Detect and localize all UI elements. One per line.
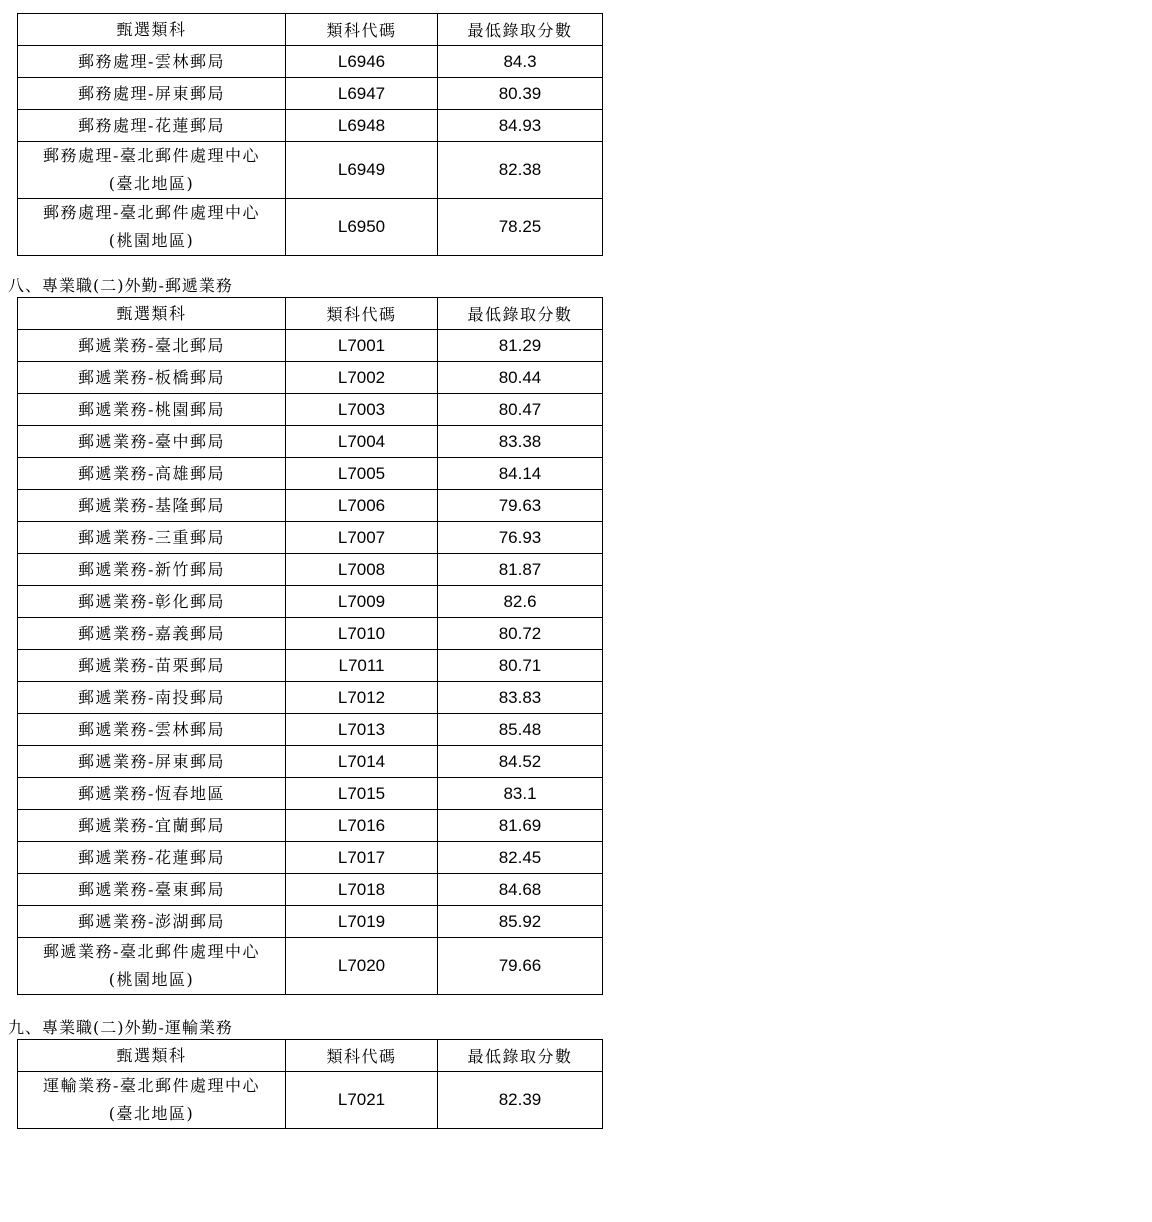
code-cell: L7020 [286, 938, 438, 995]
min-score-cell: 84.3 [438, 46, 603, 78]
table-row [18, 554, 603, 586]
category-name-line: 郵遞業務-臺東郵局 [78, 879, 225, 899]
min-score-cell: 81.69 [438, 810, 603, 842]
table-row [18, 110, 603, 142]
code-cell: L7005 [286, 458, 438, 490]
header-code: 類科代碼 [286, 14, 438, 46]
min-score-cell: 83.1 [438, 778, 603, 810]
code-cell: L7006 [286, 490, 438, 522]
min-score-cell: 82.39 [438, 1072, 603, 1129]
category-cell [18, 938, 286, 995]
table-row [18, 650, 603, 682]
section-b-heading: 八、專業職(二)外勤-郵遞業務 [8, 276, 233, 295]
min-score-cell: 84.68 [438, 874, 603, 906]
header-min-score: 最低錄取分數 [438, 1040, 603, 1072]
code-cell: L7010 [286, 618, 438, 650]
min-score-cell: 80.72 [438, 618, 603, 650]
code-cell: L6950 [286, 199, 438, 256]
table-row [18, 199, 603, 256]
min-score-cell: 78.25 [438, 199, 603, 256]
code-cell: L6949 [286, 142, 438, 199]
category-name-line: 郵遞業務-三重郵局 [78, 527, 225, 547]
min-score-cell: 84.14 [438, 458, 603, 490]
category-name-line: 郵遞業務-臺北郵局 [78, 335, 225, 355]
table-row [18, 142, 603, 199]
category-name-line: 郵遞業務-彰化郵局 [78, 591, 225, 611]
category-name-line: 郵遞業務-苗栗郵局 [78, 655, 225, 675]
code-cell: L7012 [286, 682, 438, 714]
code-cell: L7002 [286, 362, 438, 394]
table-header-row [18, 298, 603, 330]
section-c-block [0, 1018, 603, 1129]
table-row [18, 938, 603, 995]
min-score-cell: 84.52 [438, 746, 603, 778]
min-score-cell: 82.45 [438, 842, 603, 874]
category-name-line: (臺北地區) [108, 1104, 195, 1123]
table-row [18, 394, 603, 426]
category-cell [18, 842, 286, 874]
category-name-line: 郵遞業務-臺北郵件處理中心 [43, 942, 260, 961]
table-row [18, 618, 603, 650]
category-cell [18, 330, 286, 362]
code-cell: L7021 [286, 1072, 438, 1129]
table-row [18, 426, 603, 458]
category-cell [18, 746, 286, 778]
category-name-line: 郵務處理-雲林郵局 [78, 51, 225, 71]
category-name-line: 運輸業務-臺北郵件處理中心 [43, 1076, 260, 1095]
category-name-line: 郵遞業務-宜蘭郵局 [78, 815, 225, 835]
table-row [18, 46, 603, 78]
table-header-row [18, 1040, 603, 1072]
table-row [18, 842, 603, 874]
code-cell: L7011 [286, 650, 438, 682]
min-score-cell: 83.83 [438, 682, 603, 714]
min-score-cell: 80.47 [438, 394, 603, 426]
header-category: 甄選類科 [18, 298, 286, 330]
code-cell: L7017 [286, 842, 438, 874]
category-cell [18, 554, 286, 586]
category-name-line: (臺北地區) [108, 174, 195, 193]
category-cell [18, 46, 286, 78]
min-score-cell: 80.39 [438, 78, 603, 110]
category-name-line: 郵務處理-屏東郵局 [78, 83, 225, 103]
category-name-line: 郵遞業務-基隆郵局 [78, 495, 225, 515]
header-category: 甄選類科 [18, 1040, 286, 1072]
code-cell: L7008 [286, 554, 438, 586]
table-row [18, 78, 603, 110]
min-score-cell: 84.93 [438, 110, 603, 142]
table-row [18, 810, 603, 842]
table-row [18, 458, 603, 490]
table-row [18, 874, 603, 906]
category-cell [18, 199, 286, 256]
header-category: 甄選類科 [18, 14, 286, 46]
category-name-line: 郵遞業務-南投郵局 [78, 687, 225, 707]
table-b [17, 297, 603, 995]
category-name-line: 郵遞業務-板橋郵局 [78, 367, 225, 387]
section-b-block [0, 276, 603, 995]
table-row [18, 522, 603, 554]
category-name-line: 郵務處理-花蓮郵局 [78, 115, 225, 135]
category-cell [18, 394, 286, 426]
category-name-line: (桃園地區) [108, 970, 195, 989]
category-name-line: 郵遞業務-臺中郵局 [78, 431, 225, 451]
category-cell [18, 906, 286, 938]
section-c-heading: 九、專業職(二)外勤-運輸業務 [8, 1018, 233, 1037]
table-row [18, 586, 603, 618]
category-cell [18, 78, 286, 110]
table-row [18, 746, 603, 778]
category-cell [18, 142, 286, 199]
table-row [18, 490, 603, 522]
code-cell: L7004 [286, 426, 438, 458]
code-cell: L7009 [286, 586, 438, 618]
table-row [18, 682, 603, 714]
category-cell [18, 458, 286, 490]
code-cell: L7019 [286, 906, 438, 938]
category-cell [18, 682, 286, 714]
category-name-line: 郵務處理-臺北郵件處理中心 [43, 146, 260, 165]
code-cell: L6947 [286, 78, 438, 110]
min-score-cell: 82.6 [438, 586, 603, 618]
table-header-row [18, 14, 603, 46]
code-cell: L7003 [286, 394, 438, 426]
min-score-cell: 80.71 [438, 650, 603, 682]
category-cell [18, 1072, 286, 1129]
table-row [18, 906, 603, 938]
category-cell [18, 618, 286, 650]
table-row [18, 778, 603, 810]
category-name-line: 郵遞業務-屏東郵局 [78, 751, 225, 771]
header-min-score: 最低錄取分數 [438, 14, 603, 46]
code-cell: L7015 [286, 778, 438, 810]
min-score-cell: 85.92 [438, 906, 603, 938]
header-code: 類科代碼 [286, 298, 438, 330]
min-score-cell: 85.48 [438, 714, 603, 746]
min-score-cell: 81.87 [438, 554, 603, 586]
category-name-line: 郵遞業務-新竹郵局 [78, 559, 225, 579]
header-code: 類科代碼 [286, 1040, 438, 1072]
min-score-cell: 79.63 [438, 490, 603, 522]
category-cell [18, 490, 286, 522]
min-score-cell: 76.93 [438, 522, 603, 554]
table-a-block [0, 13, 603, 256]
table-row [18, 1072, 603, 1129]
category-cell [18, 714, 286, 746]
category-name-line: 郵遞業務-高雄郵局 [78, 463, 225, 483]
min-score-cell: 81.29 [438, 330, 603, 362]
code-cell: L6946 [286, 46, 438, 78]
category-name-line: 郵遞業務-嘉義郵局 [78, 623, 225, 643]
table-row [18, 714, 603, 746]
code-cell: L7013 [286, 714, 438, 746]
code-cell: L7018 [286, 874, 438, 906]
category-cell [18, 522, 286, 554]
table-row [18, 330, 603, 362]
category-name-line: 郵遞業務-恆春地區 [78, 783, 225, 803]
header-min-score: 最低錄取分數 [438, 298, 603, 330]
code-cell: L7014 [286, 746, 438, 778]
min-score-cell: 82.38 [438, 142, 603, 199]
table-row [18, 362, 603, 394]
category-cell [18, 874, 286, 906]
category-cell [18, 650, 286, 682]
category-cell [18, 778, 286, 810]
category-cell [18, 362, 286, 394]
min-score-cell: 79.66 [438, 938, 603, 995]
category-name-line: 郵遞業務-桃園郵局 [78, 399, 225, 419]
category-name-line: (桃園地區) [108, 231, 195, 250]
code-cell: L7001 [286, 330, 438, 362]
table-c [17, 1039, 603, 1129]
category-name-line: 郵遞業務-澎湖郵局 [78, 911, 225, 931]
category-name-line: 郵遞業務-花蓮郵局 [78, 847, 225, 867]
code-cell: L7007 [286, 522, 438, 554]
category-name-line: 郵遞業務-雲林郵局 [78, 719, 225, 739]
category-cell [18, 426, 286, 458]
category-name-line: 郵務處理-臺北郵件處理中心 [43, 203, 260, 222]
code-cell: L7016 [286, 810, 438, 842]
table-a [17, 13, 603, 256]
min-score-cell: 83.38 [438, 426, 603, 458]
code-cell: L6948 [286, 110, 438, 142]
category-cell [18, 586, 286, 618]
category-cell [18, 110, 286, 142]
category-cell [18, 810, 286, 842]
min-score-cell: 80.44 [438, 362, 603, 394]
